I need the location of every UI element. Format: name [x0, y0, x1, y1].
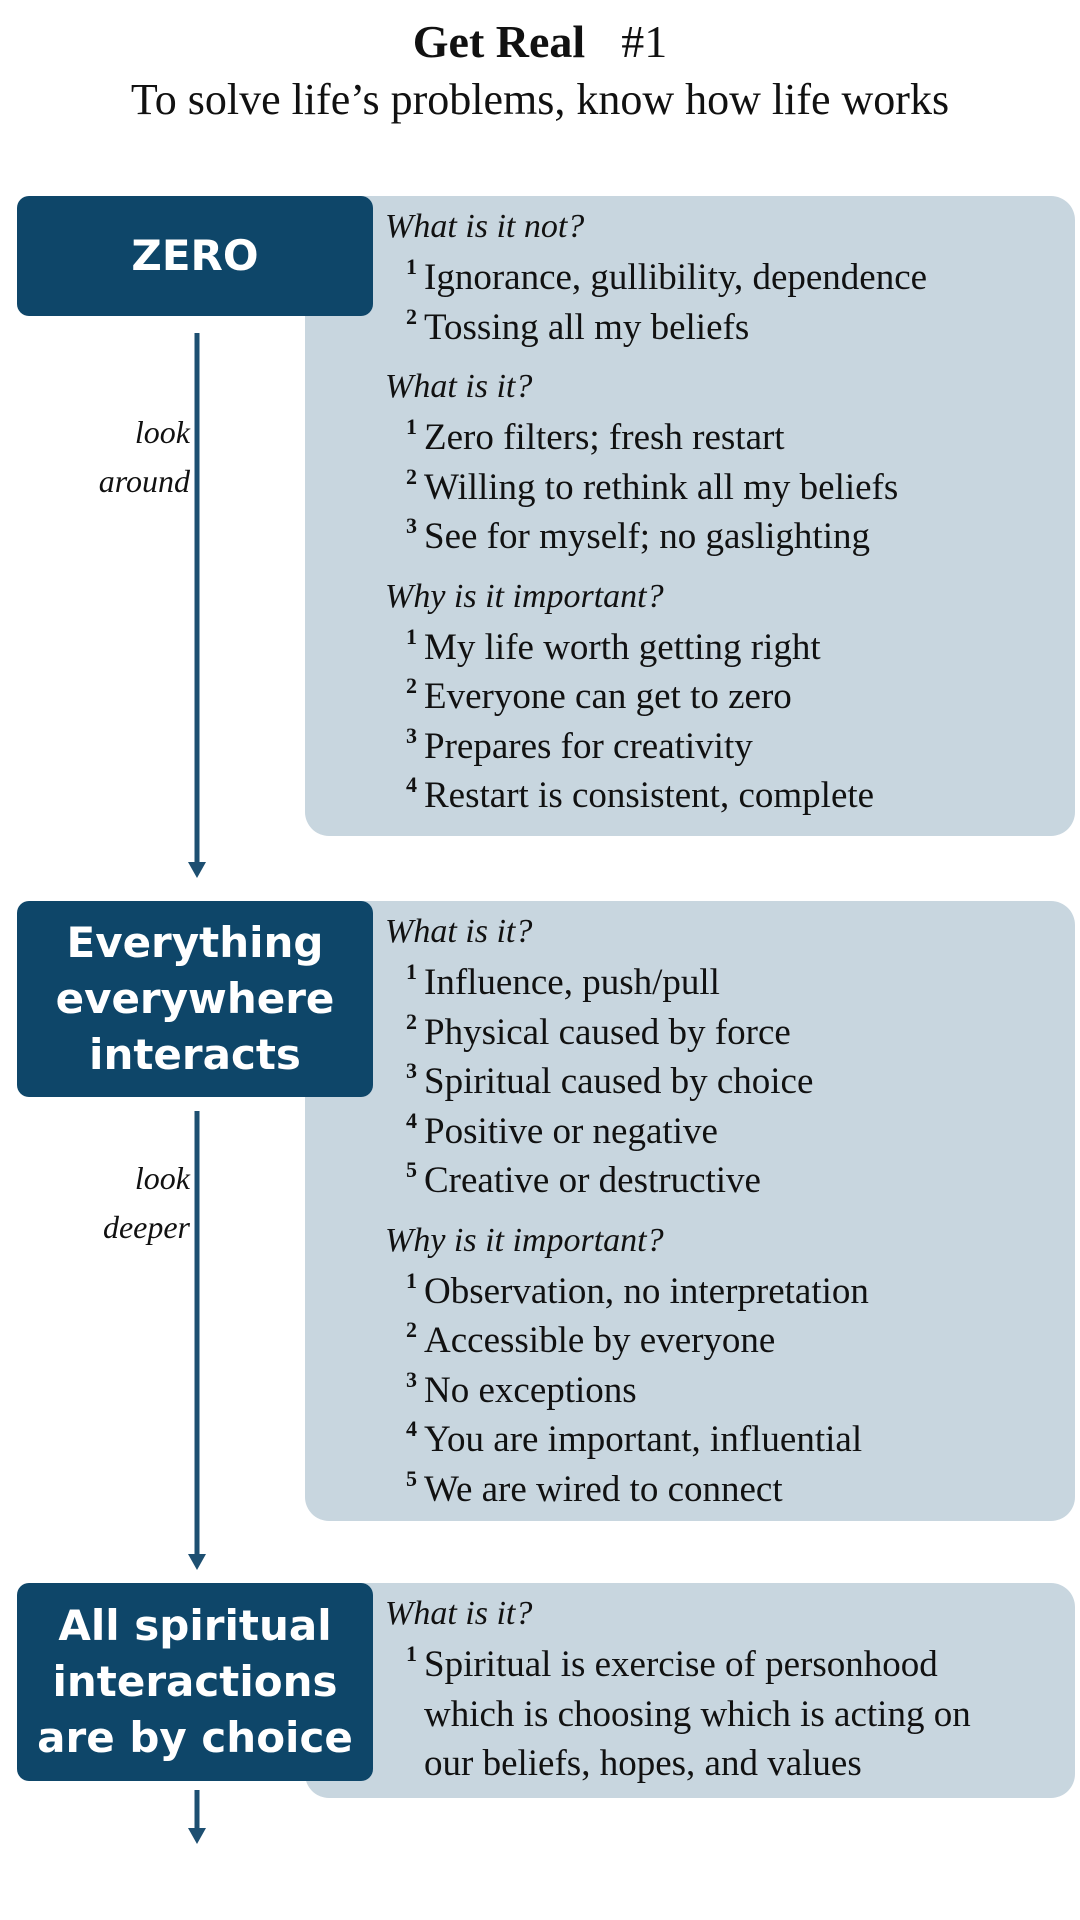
item-number: 2: [406, 303, 417, 329]
connector-label-line: look: [134, 414, 190, 450]
item-number: 5: [406, 1157, 417, 1182]
item-number: 4: [406, 1107, 417, 1133]
question-heading: Why is it important?: [385, 577, 664, 615]
connector-label: [10, 1154, 190, 1252]
item-text: Tossing all my beliefs: [424, 306, 750, 348]
list-item: [385, 1156, 869, 1206]
question-heading: Why is it important?: [385, 1221, 664, 1259]
page-number: #1: [621, 16, 668, 67]
item-text: Influence, push/pull: [424, 962, 720, 1003]
section-content: [385, 1594, 971, 1789]
list-item: [385, 771, 927, 821]
down-arrow-icon: [188, 333, 206, 878]
list-item: [385, 1415, 869, 1465]
list-item: [385, 1465, 869, 1515]
item-number: 1: [406, 254, 417, 279]
page-title: Get Real: [412, 16, 586, 67]
section-node: [17, 196, 373, 316]
question-heading: What is it not?: [385, 208, 585, 245]
list-item: [385, 722, 927, 772]
item-text: See for myself; no gaslighting: [424, 516, 870, 557]
list-item: [385, 413, 927, 463]
connector-label-line: deeper: [102, 1209, 190, 1245]
list-item: [385, 253, 927, 303]
item-number: 1: [406, 623, 417, 649]
section-node: [17, 901, 373, 1097]
question-heading: What is it?: [385, 1595, 533, 1632]
section-node-label: ZERO: [131, 231, 259, 280]
item-number: 3: [406, 1366, 417, 1392]
item-text: Everyone can get to zero: [424, 676, 792, 717]
list-item: [385, 672, 927, 722]
item-number: 3: [406, 513, 417, 538]
list-item: [385, 303, 927, 353]
list-item: [385, 958, 869, 1008]
arrow-head: [188, 1554, 206, 1570]
item-number: 1: [406, 1641, 417, 1666]
item-text: Ignorance, gullibility, dependence: [424, 257, 928, 298]
item-text: No exceptions: [424, 1369, 637, 1411]
list-item: [385, 623, 927, 673]
item-number: 2: [406, 1008, 417, 1034]
item-text: Creative or destructive: [424, 1160, 761, 1201]
item-text: You are important, influential: [424, 1419, 863, 1460]
list-item: [385, 463, 927, 513]
list-item: [385, 1267, 869, 1317]
arrow-head: [188, 1828, 206, 1844]
item-number: 1: [406, 959, 417, 984]
section-node: [17, 1583, 373, 1781]
list-item: [385, 1316, 869, 1366]
connector-label-line: around: [98, 463, 190, 499]
item-number: 1: [406, 414, 417, 439]
item-number: 3: [406, 1058, 417, 1083]
section-content: [385, 207, 927, 821]
list-item: [385, 1057, 869, 1107]
item-text: Spiritual caused by choice: [424, 1061, 814, 1102]
item-number: 3: [406, 722, 417, 748]
page-subtitle: To solve life’s problems, know how life works: [130, 75, 950, 124]
item-text: We are wired to connect: [424, 1468, 783, 1510]
item-text: Positive or negative: [424, 1110, 718, 1152]
question-heading: What is it?: [385, 368, 533, 405]
item-text: Willing to rethink all my beliefs: [424, 466, 899, 508]
down-arrow-icon: [188, 1790, 206, 1844]
section-node-label: Everything everywhere interacts: [55, 918, 335, 1079]
connector-label-line: look: [134, 1160, 190, 1196]
item-text: Restart is consistent, complete: [424, 775, 875, 816]
list-item: [385, 1008, 869, 1058]
item-text: Prepares for creativity: [424, 725, 753, 767]
item-text: Zero filters; fresh restart: [424, 417, 785, 458]
item-text: My life worth getting right: [424, 626, 821, 668]
list-item: [385, 512, 927, 562]
section-node-label: All spiritual interactions are by choice: [37, 1601, 353, 1762]
list-item: [385, 1107, 869, 1157]
down-arrow-icon: [188, 1111, 206, 1570]
item-number: 2: [406, 1317, 417, 1342]
item-number: 4: [406, 772, 417, 797]
item-text: Accessible by everyone: [424, 1320, 776, 1361]
list-item: [385, 1366, 869, 1416]
connector-label: [10, 408, 190, 506]
question-heading: What is it?: [385, 913, 533, 950]
list-item: [385, 1640, 971, 1789]
section-content: [385, 912, 869, 1514]
arrow-head: [188, 862, 206, 878]
item-number: 2: [406, 463, 417, 489]
item-number: 1: [406, 1267, 417, 1293]
item-text: Physical caused by force: [424, 1011, 791, 1053]
item-number: 4: [406, 1416, 417, 1441]
item-text: Observation, no interpretation: [424, 1270, 869, 1312]
item-number: 5: [406, 1465, 417, 1491]
item-text: Spiritual is exercise of personhood which is choosing which is acting on our beliefs, hopes, and values: [424, 1644, 971, 1784]
item-number: 2: [406, 673, 417, 698]
